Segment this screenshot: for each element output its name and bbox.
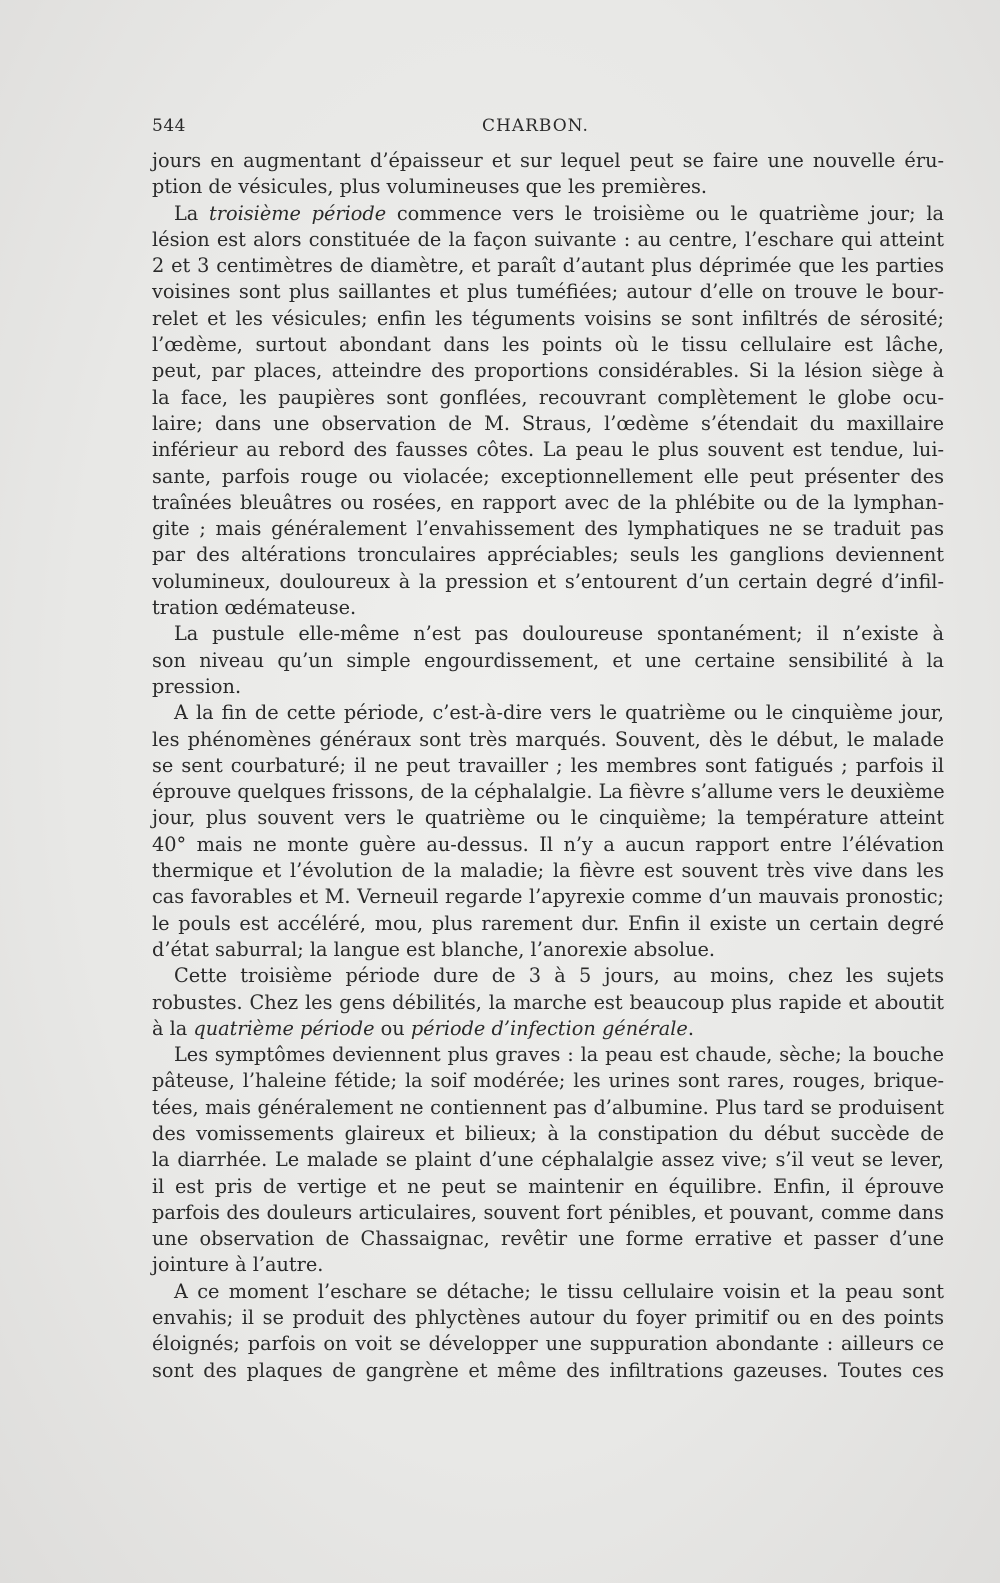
text-line: l’œdème, surtout abondant dans les points où le tissu cellulaire est lâche, xyxy=(152,333,944,357)
text-line: sante, parfois rouge ou violacée; exceptionnellement elle peut présenter des xyxy=(152,464,944,488)
text-line: peut, par places, atteindre des proportions considérables. Si la lésion siège à xyxy=(152,359,944,383)
page-number: 544 xyxy=(152,116,186,136)
text-line: tration œdémateuse. xyxy=(152,596,357,620)
text-line: éloignés; parfois on voit se développer une suppuration abondante : ailleurs ce xyxy=(152,1332,944,1356)
text-line: cas favorables et M. Verneuil regarde l’apyrexie comme d’un mauvais pronostic; xyxy=(152,885,944,909)
text-line: jointure à l’autre. xyxy=(152,1253,324,1277)
text-line: Les symptômes deviennent plus graves : la peau est chaude, sèche; la bouche xyxy=(174,1043,944,1067)
running-head xyxy=(152,116,942,144)
text-line: 2 et 3 centimètres de diamètre, et paraît d’autant plus déprimée que les parties xyxy=(152,254,944,278)
text-line: son niveau qu’un simple engourdissement, et une certaine sensibilité à la xyxy=(152,648,944,672)
text-line: lésion est alors constituée de la façon suivante : au centre, l’eschare qui atteint xyxy=(152,227,944,251)
text-line: Cette troisième période dure de 3 à 5 jours, au moins, chez les sujets xyxy=(174,964,944,988)
text-line: éprouve quelques frissons, de la céphalalgie. La fièvre s’allume vers le deuxième xyxy=(152,780,945,804)
text-line: laire; dans une observation de M. Straus, l’œdème s’étendait du maxillaire xyxy=(152,411,944,435)
text-line: jour, plus souvent vers le quatrième ou le cinquième; la température atteint xyxy=(152,806,944,830)
text-line xyxy=(152,201,944,227)
text-run: . xyxy=(687,1016,694,1040)
text-line: sont des plaques de gangrène et même des infiltrations gazeuses. Toutes ces xyxy=(152,1358,944,1382)
italic-phrase: quatrième période xyxy=(193,1016,375,1040)
text-line: volumineux, douloureux à la pression et s’entourent d’un certain degré d’infil- xyxy=(152,569,944,593)
text-line xyxy=(152,1016,944,1042)
text-line: se sent courbaturé; il ne peut travailler ; les membres sont fatigués ; parfois il xyxy=(152,753,944,777)
text-line: ption de vésicules, plus volumineuses que les premières. xyxy=(152,175,708,199)
text-run: à la xyxy=(152,1016,194,1040)
text-line: thermique et l’évolution de la maladie; la fièvre est souvent très vive dans les xyxy=(152,859,944,883)
text-line: A ce moment l’eschare se détache; le tissu cellulaire voisin et la peau sont xyxy=(174,1279,944,1303)
text-line: une observation de Chassaignac, revêtir une forme errative et passer d’une xyxy=(152,1227,944,1251)
text-line: il est pris de vertige et ne peut se maintenir en équilibre. Enfin, il éprouve xyxy=(152,1174,944,1198)
text-line: robustes. Chez les gens débilités, la marche est beaucoup plus rapide et aboutit xyxy=(152,990,944,1014)
text-line: la diarrhée. Le malade se plaint d’une céphalalgie assez vive; s’il veut se lever, xyxy=(152,1148,944,1172)
text-line: voisines sont plus saillantes et plus tuméfiées; autour d’elle on trouve le bour- xyxy=(152,280,944,304)
text-run: La xyxy=(174,201,210,225)
text-line: par des altérations tronculaires appréciables; seuls les ganglions deviennent xyxy=(152,543,944,567)
text-line: tées, mais généralement ne contiennent pas d’albumine. Plus tard se produisent xyxy=(152,1095,944,1119)
text-line: La pustule elle-même n’est pas douloureuse spontanément; il n’existe à xyxy=(174,622,944,646)
text-line: jours en augmentant d’épaisseur et sur lequel peut se faire une nouvelle éru- xyxy=(152,149,944,172)
text-run: commence vers le troisième ou le quatrième jour; la xyxy=(386,201,944,225)
text-line: gite ; mais généralement l’envahissement des lymphatiques ne se traduit pas xyxy=(152,517,944,541)
text-line: A la fin de cette période, c’est-à-dire vers le quatrième ou le cinquième jour, xyxy=(174,701,944,725)
body-text xyxy=(152,148,944,1384)
text-line: des vomissements glaireux et bilieux; à la constipation du début succède de xyxy=(152,1121,944,1145)
text-line: la face, les paupières sont gonflées, recouvrant complètement le globe ocu- xyxy=(152,385,944,409)
text-line: d’état saburral; la langue est blanche, l’anorexie absolue. xyxy=(152,937,716,961)
text-line: pression. xyxy=(152,674,242,698)
italic-phrase: troisième période xyxy=(209,201,387,225)
text-line: le pouls est accéléré, mou, plus rarement dur. Enfin il existe un certain degré xyxy=(152,911,944,935)
italic-phrase: période d’infection générale xyxy=(410,1016,688,1040)
text-line: inférieur au rebord des fausses côtes. La peau le plus souvent est tendue, lui- xyxy=(152,438,944,462)
text-run: ou xyxy=(374,1016,411,1040)
text-line: parfois des douleurs articulaires, souvent fort pénibles, et pouvant, comme dans xyxy=(152,1200,944,1224)
text-line: traînées bleuâtres ou rosées, en rapport avec de la phlébite ou de la lymphan- xyxy=(152,490,944,514)
text-line: 40° mais ne monte guère au-dessus. Il n’y a aucun rapport entre l’élévation xyxy=(152,832,944,856)
text-line: les phénomènes généraux sont très marqués. Souvent, dès le début, le malade xyxy=(152,727,944,751)
text-line: envahis; il se produit des phlyctènes autour du foyer primitif ou en des points xyxy=(152,1306,944,1330)
text-line: relet et les vésicules; enfin les téguments voisins se sont infiltrés de sérosité; xyxy=(152,306,944,330)
running-title: CHARBON. xyxy=(482,116,589,136)
text-line: pâteuse, l’haleine fétide; la soif modérée; les urines sont rares, rouges, brique- xyxy=(152,1069,944,1093)
